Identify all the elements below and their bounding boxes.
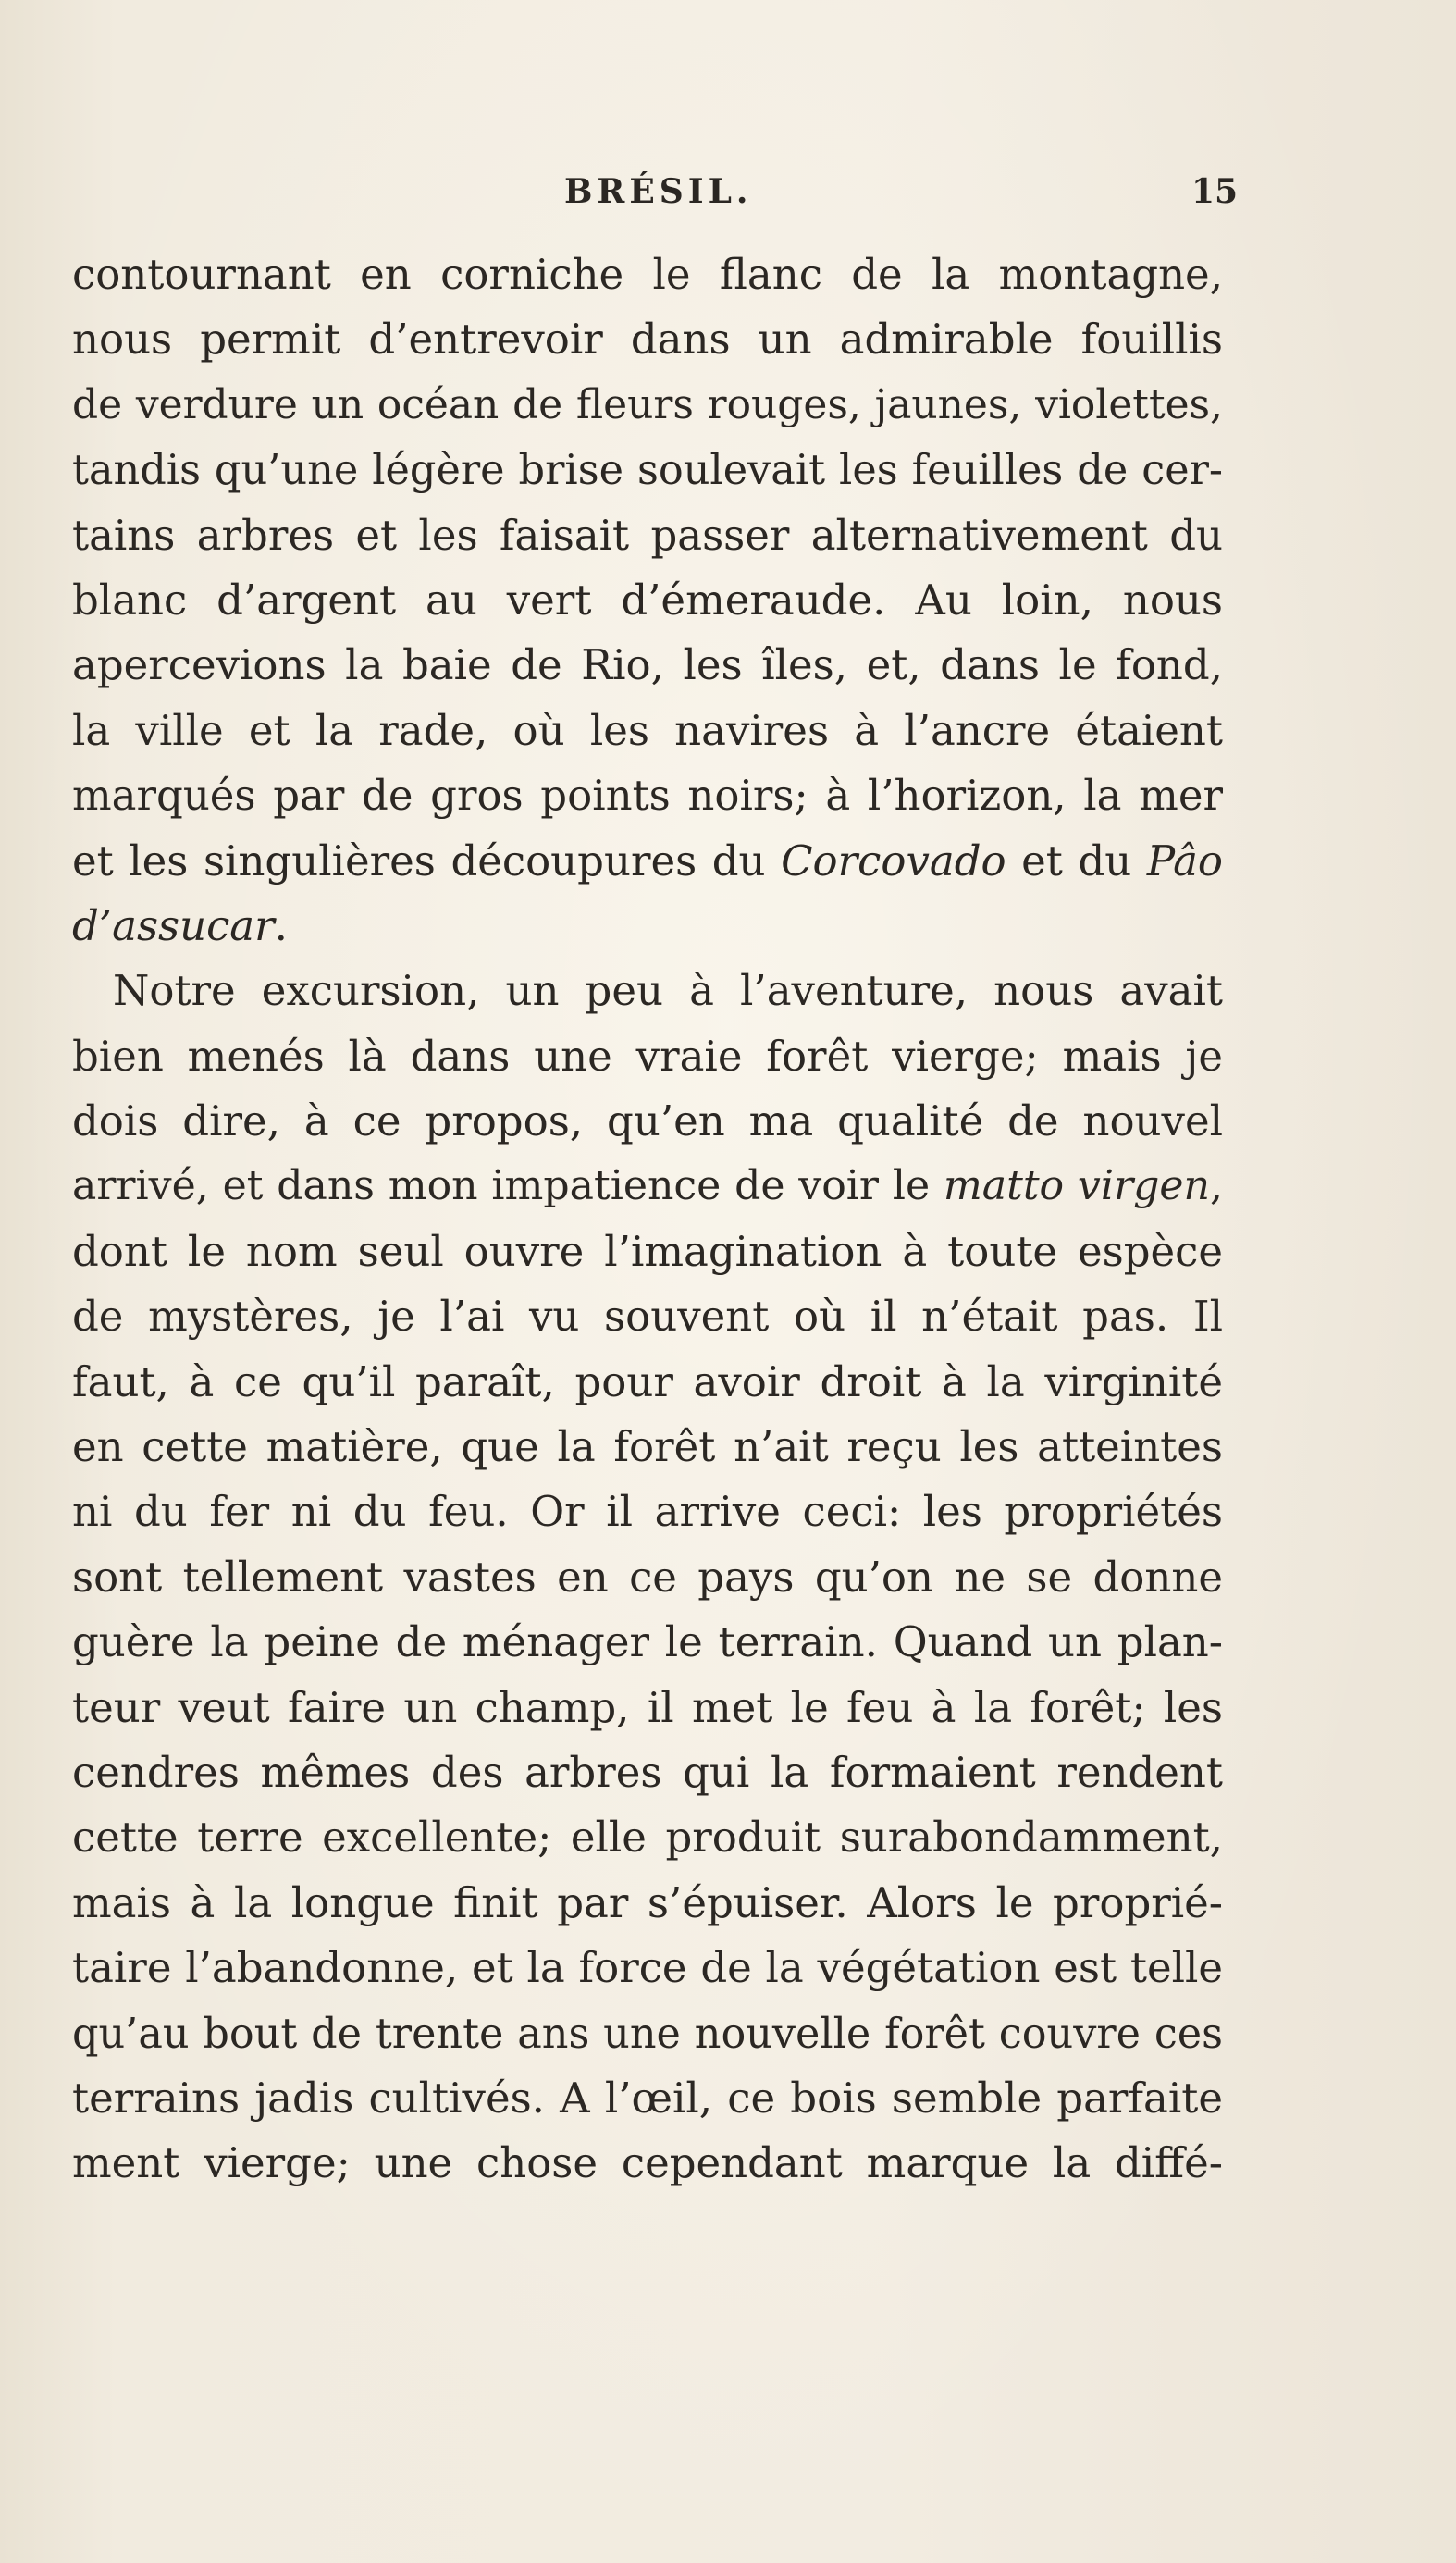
text-line: sont tellement vastes en ce pays qu’on ne se donne	[72, 1552, 1223, 1602]
text-line: terrains jadis cultivés. A l’œil, ce bois semble parfaite	[72, 2073, 1223, 2123]
text-line: marqués par de gros points noirs; à l’horizon, la mer	[72, 771, 1223, 821]
text-line: tains arbres et les faisait passer alternativement du	[72, 510, 1223, 560]
place-name-pao: Pâo	[1146, 836, 1223, 885]
term-matto-virgen: matto virgen	[943, 1162, 1210, 1210]
text-line: dont le nom seul ouvre l’imagination à toute espèce	[72, 1226, 1223, 1276]
text-line: teur veut faire un champ, il met le feu à la forêt; les	[72, 1682, 1223, 1732]
text-line: apercevions la baie de Rio, les îles, et, dans le fond,	[72, 640, 1223, 690]
text-run: et du	[1006, 836, 1147, 885]
text-line: cette terre excellente; elle produit surabondamment,	[72, 1813, 1223, 1863]
text-line	[72, 829, 1223, 894]
text-line: blanc d’argent au vert d’émeraude. Au loin, nous	[72, 575, 1223, 625]
place-name-assucar: d’assucar	[72, 900, 275, 950]
chapter-title: BRÉSIL.	[564, 172, 753, 211]
text-run: et les singulières découpures du	[72, 836, 782, 885]
text-line: ment vierge; une chose cependant marque la diffé-	[72, 2138, 1223, 2188]
text-line: contournant en corniche le flanc de la montagne,	[72, 250, 1223, 299]
text-line	[72, 1154, 1223, 1219]
text-run: ,	[1209, 1162, 1223, 1210]
text-line: bien menés là dans une vraie forêt vierge; mais je	[72, 1031, 1223, 1081]
page-number: 15	[1191, 172, 1239, 211]
text-line	[72, 894, 1223, 959]
text-run: arrivé, et dans mon impatience de voir le	[72, 1162, 944, 1210]
text-line: taire l’abandonne, et la force de la végétation est telle	[72, 1943, 1223, 1993]
text-line: de verdure un océan de fleurs rouges, jaunes, violettes,	[72, 380, 1223, 428]
text-run: .	[274, 900, 288, 950]
text-line: tandis qu’une légère brise soulevait les feuilles de cer-	[72, 446, 1223, 495]
text-line: dois dire, à ce propos, qu’en ma qualité de nouvel	[72, 1096, 1223, 1146]
text-line: en cette matière, que la forêt n’ait reçu les atteintes	[72, 1422, 1223, 1472]
body-text	[72, 242, 1223, 2197]
text-line: guère la peine de ménager le terrain. Quand un plan-	[72, 1617, 1223, 1667]
text-line: la ville et la rade, où les navires à l’ancre étaient	[72, 705, 1223, 755]
text-line: qu’au bout de trente ans une nouvelle forêt couvre ces	[72, 2009, 1223, 2058]
place-name-corcovado: Corcovado	[781, 836, 1006, 885]
text-line: de mystères, je l’ai vu souvent où il n’était pas. Il	[72, 1292, 1223, 1342]
text-line: cendres mêmes des arbres qui la formaient rendent	[72, 1747, 1223, 1797]
text-line: ni du fer ni du feu. Or il arrive ceci: les propriétés	[72, 1487, 1223, 1537]
text-line: faut, à ce qu’il paraît, pour avoir droit à la virginité	[72, 1356, 1223, 1406]
text-line: nous permit d’entrevoir dans un admirable fouillis	[72, 315, 1223, 365]
text-line: Notre excursion, un peu à l’aventure, nous avait	[113, 966, 1223, 1016]
text-line: mais à la longue finit par s’épuiser. Alors le proprié-	[72, 1877, 1223, 1927]
running-head	[0, 172, 1456, 218]
